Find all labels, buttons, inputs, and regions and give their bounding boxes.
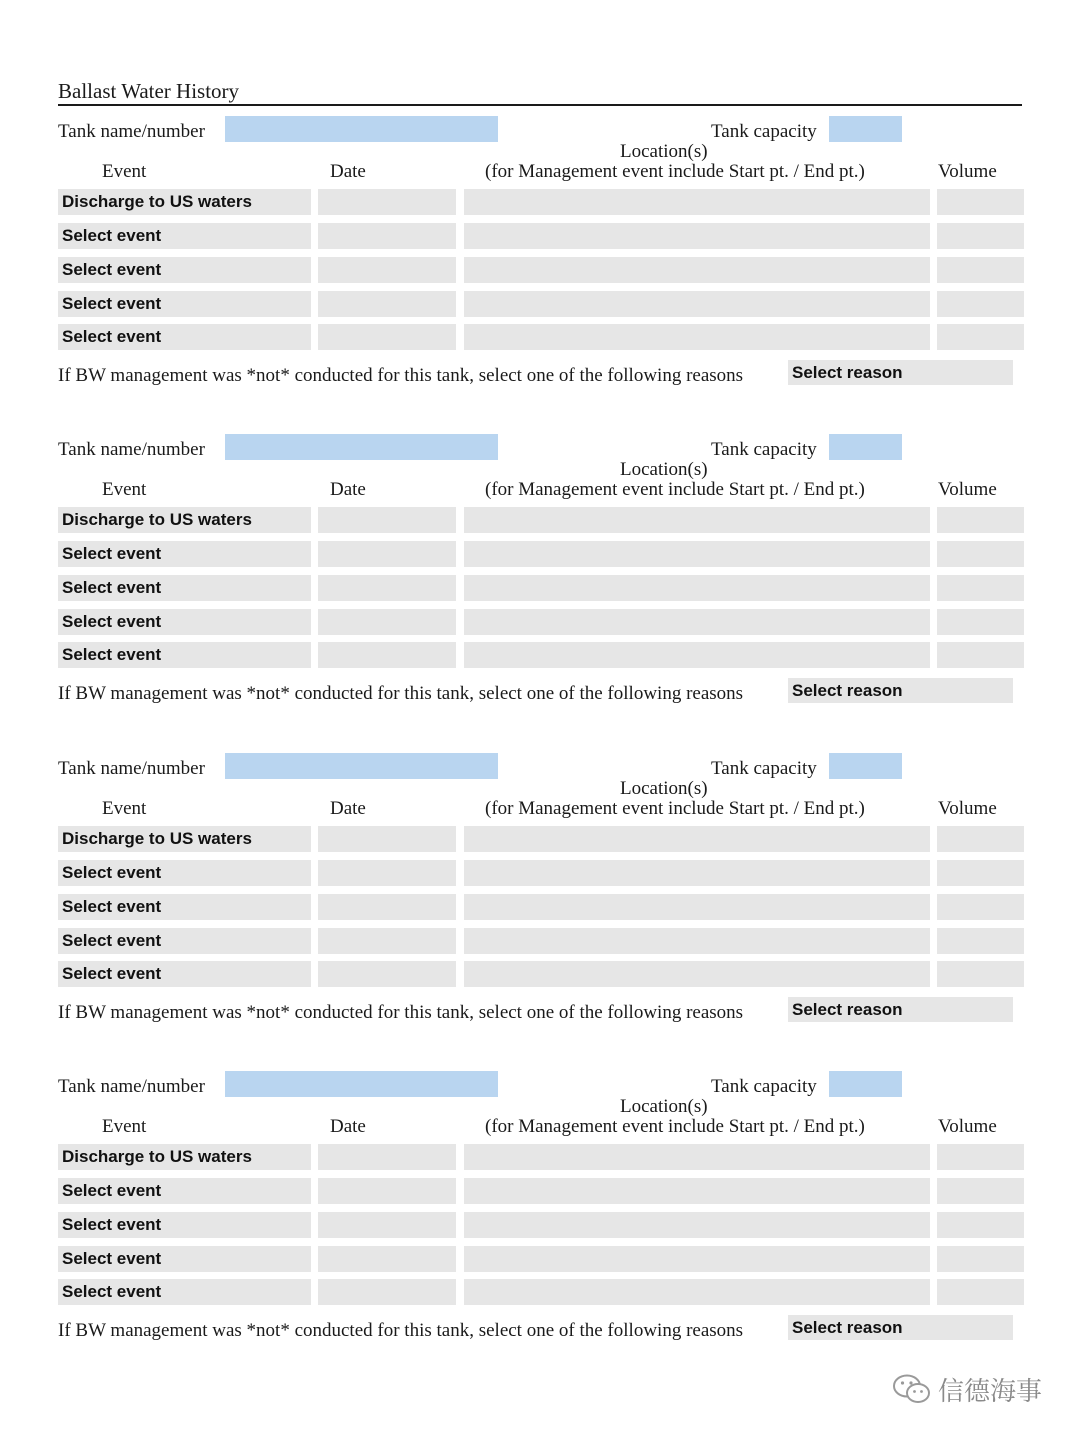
volume-field[interactable] — [937, 1279, 1024, 1305]
date-field[interactable] — [318, 1178, 456, 1204]
volume-field[interactable] — [937, 541, 1024, 567]
event-header: Event — [102, 479, 147, 500]
tank-name-label: Tank name/number — [58, 1076, 205, 1097]
volume-header: Volume — [938, 1116, 997, 1137]
date-header: Date — [330, 798, 366, 819]
date-field[interactable] — [318, 189, 456, 215]
tank-capacity-label: Tank capacity — [711, 1076, 817, 1097]
date-field[interactable] — [318, 324, 456, 350]
event-header: Event — [102, 798, 147, 819]
event-select[interactable]: Select event — [58, 1279, 311, 1305]
date-header: Date — [330, 161, 366, 182]
location-field[interactable] — [464, 826, 930, 852]
tank-name-label: Tank name/number — [58, 121, 205, 142]
date-header: Date — [330, 1116, 366, 1137]
date-field[interactable] — [318, 291, 456, 317]
event-select[interactable]: Select event — [58, 291, 311, 317]
location-field[interactable] — [464, 324, 930, 350]
event-select[interactable]: Discharge to US waters — [58, 507, 311, 533]
tank-name-field[interactable] — [225, 434, 498, 460]
location-field[interactable] — [464, 928, 930, 954]
event-select[interactable]: Select event — [58, 860, 311, 886]
location-field[interactable] — [464, 961, 930, 987]
location-field[interactable] — [464, 894, 930, 920]
reason-prompt: If BW management was *not* conducted for this tank, select one of the following reasons — [58, 683, 744, 704]
date-field[interactable] — [318, 223, 456, 249]
volume-field[interactable] — [937, 291, 1024, 317]
volume-field[interactable] — [937, 609, 1024, 635]
event-select[interactable]: Select event — [58, 1178, 311, 1204]
location-field[interactable] — [464, 257, 930, 283]
date-field[interactable] — [318, 642, 456, 668]
volume-field[interactable] — [937, 642, 1024, 668]
tank-capacity-field[interactable] — [829, 1071, 902, 1097]
location-field[interactable] — [464, 1212, 930, 1238]
date-field[interactable] — [318, 575, 456, 601]
event-header: Event — [102, 161, 147, 182]
volume-field[interactable] — [937, 507, 1024, 533]
event-select[interactable]: Select event — [58, 609, 311, 635]
location-header: Location(s) — [620, 778, 708, 799]
event-select[interactable]: Discharge to US waters — [58, 1144, 311, 1170]
location-field[interactable] — [464, 1246, 930, 1272]
date-field[interactable] — [318, 507, 456, 533]
volume-field[interactable] — [937, 928, 1024, 954]
date-field[interactable] — [318, 928, 456, 954]
volume-field[interactable] — [937, 860, 1024, 886]
reason-prompt: If BW management was *not* conducted for this tank, select one of the following reasons — [58, 1002, 744, 1023]
page-title: Ballast Water History — [58, 78, 1022, 106]
volume-field[interactable] — [937, 1178, 1024, 1204]
tank-name-field[interactable] — [225, 116, 498, 142]
event-select[interactable]: Select event — [58, 961, 311, 987]
volume-header: Volume — [938, 798, 997, 819]
event-select[interactable]: Select event — [58, 223, 311, 249]
event-select[interactable]: Discharge to US waters — [58, 826, 311, 852]
volume-header: Volume — [938, 479, 997, 500]
location-subheader: (for Management event include Start pt. / End pt.) — [485, 479, 865, 500]
location-header: Location(s) — [620, 1096, 708, 1117]
event-select[interactable]: Discharge to US waters — [58, 189, 311, 215]
volume-field[interactable] — [937, 1144, 1024, 1170]
reason-select[interactable]: Select reason — [788, 360, 1013, 385]
date-header: Date — [330, 479, 366, 500]
volume-field[interactable] — [937, 223, 1024, 249]
volume-field[interactable] — [937, 189, 1024, 215]
event-select[interactable]: Select event — [58, 324, 311, 350]
location-field[interactable] — [464, 223, 930, 249]
tank-name-field[interactable] — [225, 1071, 498, 1097]
tank-section — [0, 1069, 1080, 1369]
tank-capacity-label: Tank capacity — [711, 758, 817, 779]
date-field[interactable] — [318, 961, 456, 987]
tank-capacity-label: Tank capacity — [711, 439, 817, 460]
tank-capacity-field[interactable] — [829, 753, 902, 779]
tank-capacity-field[interactable] — [829, 116, 902, 142]
date-field[interactable] — [318, 1279, 456, 1305]
location-field[interactable] — [464, 642, 930, 668]
reason-select[interactable]: Select reason — [788, 1315, 1013, 1340]
tank-section — [0, 751, 1080, 1051]
location-field[interactable] — [464, 541, 930, 567]
volume-field[interactable] — [937, 324, 1024, 350]
event-select[interactable]: Select event — [58, 1246, 311, 1272]
location-field[interactable] — [464, 1279, 930, 1305]
date-field[interactable] — [318, 1144, 456, 1170]
location-subheader: (for Management event include Start pt. / End pt.) — [485, 161, 865, 182]
date-field[interactable] — [318, 1246, 456, 1272]
tank-section — [0, 114, 1080, 414]
tank-capacity-label: Tank capacity — [711, 121, 817, 142]
tank-name-label: Tank name/number — [58, 758, 205, 779]
volume-field[interactable] — [937, 961, 1024, 987]
location-field[interactable] — [464, 575, 930, 601]
location-header: Location(s) — [620, 459, 708, 480]
volume-header: Volume — [938, 161, 997, 182]
date-field[interactable] — [318, 541, 456, 567]
volume-field[interactable] — [937, 894, 1024, 920]
reason-select[interactable]: Select reason — [788, 678, 1013, 703]
event-select[interactable]: Select event — [58, 575, 311, 601]
volume-field[interactable] — [937, 575, 1024, 601]
watermark — [892, 1372, 1042, 1406]
date-field[interactable] — [318, 257, 456, 283]
location-subheader: (for Management event include Start pt. / End pt.) — [485, 1116, 865, 1137]
date-field[interactable] — [318, 609, 456, 635]
event-select[interactable]: Select event — [58, 642, 311, 668]
location-subheader: (for Management event include Start pt. / End pt.) — [485, 798, 865, 819]
tank-name-field[interactable] — [225, 753, 498, 779]
volume-field[interactable] — [937, 1212, 1024, 1238]
date-field[interactable] — [318, 826, 456, 852]
tank-section — [0, 432, 1080, 732]
location-field[interactable] — [464, 609, 930, 635]
watermark-text: 信德海事 — [938, 1376, 1043, 1407]
volume-field[interactable] — [937, 826, 1024, 852]
event-select[interactable]: Select event — [58, 928, 311, 954]
date-field[interactable] — [318, 894, 456, 920]
tank-capacity-field[interactable] — [829, 434, 902, 460]
event-select[interactable]: Select event — [58, 894, 311, 920]
location-field[interactable] — [464, 1144, 930, 1170]
location-field[interactable] — [464, 1178, 930, 1204]
date-field[interactable] — [318, 1212, 456, 1238]
event-select[interactable]: Select event — [58, 541, 311, 567]
reason-prompt: If BW management was *not* conducted for this tank, select one of the following reasons — [58, 1320, 744, 1341]
event-select[interactable]: Select event — [58, 1212, 311, 1238]
location-field[interactable] — [464, 507, 930, 533]
tank-name-label: Tank name/number — [58, 439, 205, 460]
location-field[interactable] — [464, 860, 930, 886]
reason-select[interactable]: Select reason — [788, 997, 1013, 1022]
volume-field[interactable] — [937, 257, 1024, 283]
location-header: Location(s) — [620, 141, 708, 162]
location-field[interactable] — [464, 291, 930, 317]
reason-prompt: If BW management was *not* conducted for this tank, select one of the following reasons — [58, 365, 744, 386]
location-field[interactable] — [464, 189, 930, 215]
event-header: Event — [102, 1116, 147, 1137]
volume-field[interactable] — [937, 1246, 1024, 1272]
event-select[interactable]: Select event — [58, 257, 311, 283]
wechat-icon — [892, 1373, 932, 1405]
date-field[interactable] — [318, 860, 456, 886]
